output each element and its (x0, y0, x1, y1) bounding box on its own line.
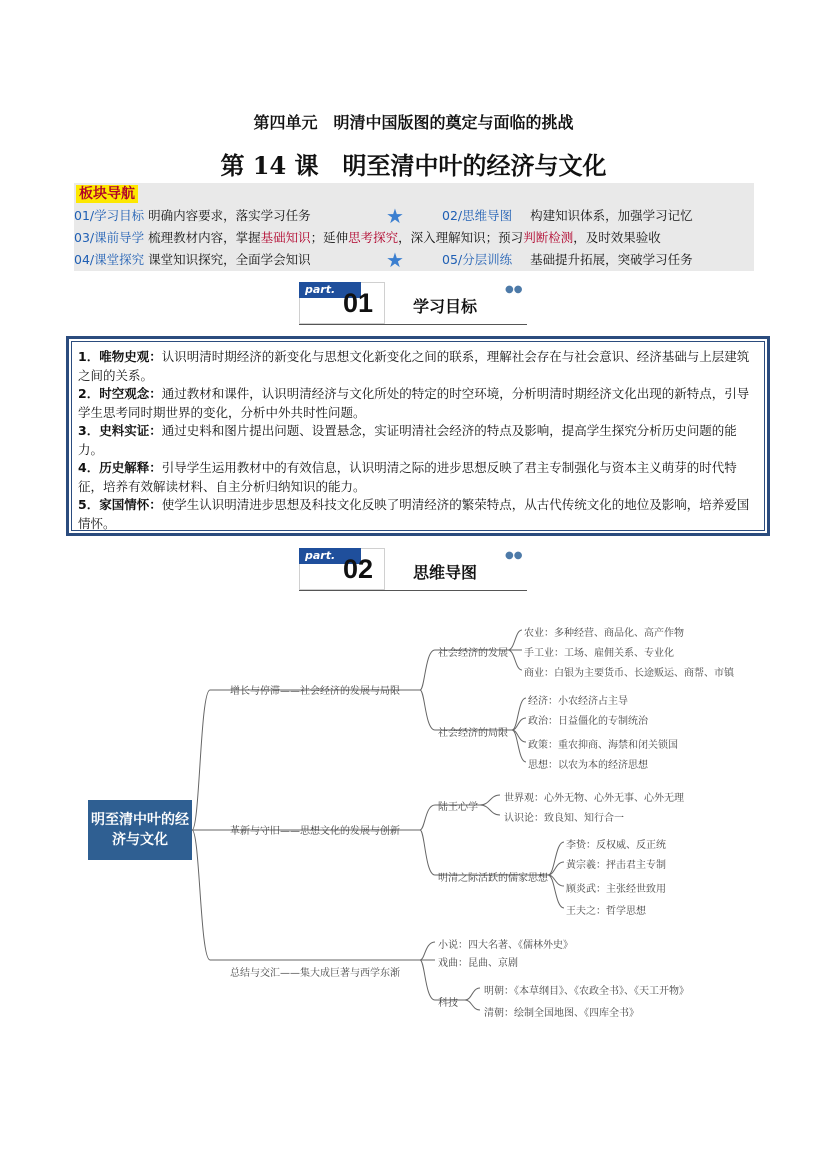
part-number: 02 (343, 554, 374, 584)
goal-heading: 2．时空观念： (78, 386, 162, 401)
nav-row-3b (442, 251, 693, 269)
node: 商业：白银为主要货币、长途贩运、商帮、市镇 (524, 668, 734, 679)
goal-heading: 1．唯物史观： (78, 349, 162, 364)
goal-text: 引导学生运用教材中的有效信息，认识明清之际的进步思想反映了君主专制强化与资本主义萌芽的时代特征，培养有效解读材料、自主分析归纳知识的能力。 (78, 460, 737, 494)
lesson-title: 第 14 课 明至清中叶的经济与文化 (220, 151, 607, 180)
goal-heading: 4．历史解释： (78, 460, 162, 475)
divider (299, 324, 527, 325)
learning-goal-item (78, 385, 758, 422)
nav-highlight: 基础知识 (260, 230, 311, 245)
part-tag: part. (299, 548, 361, 564)
node: 陆王心学 (438, 802, 478, 813)
node: 手工业：工场、雇佣关系、专业化 (524, 648, 674, 659)
node: 认识论：致良知、知行合一 (504, 813, 624, 824)
dots-icon: ●● (505, 550, 523, 561)
nav-title: 板块导航 (76, 185, 138, 203)
nav-desc: 构建知识体系，加强学习记忆 (530, 208, 693, 223)
nav-row-3 (74, 251, 311, 269)
nav-row-2 (74, 229, 661, 247)
nav-desc: ，及时效果验收 (573, 230, 661, 245)
part-02-header (299, 548, 527, 592)
goal-heading: 3．史料实证： (78, 423, 162, 438)
nav-row-1 (74, 207, 311, 225)
nav-desc: 课堂知识探究，全面学会知识 (148, 252, 311, 267)
node: 思想：以农为本的经济思想 (528, 760, 648, 771)
part-label: 学习目标 (413, 297, 478, 316)
nav-link-preview[interactable]: 03/课前导学 (74, 230, 145, 245)
goal-text: 认识明清时期经济的新变化与思想文化新变化之间的联系，理解社会存在与社会意识、经济基础与上层建筑之间的关系。 (78, 349, 750, 383)
node: 黄宗羲：抨击君主专制 (566, 860, 666, 871)
nav-highlight: 思考探究 (348, 230, 399, 245)
node: 经济：小农经济占主导 (528, 696, 628, 707)
mind-map-root: 明至清中叶的经济与文化 (88, 800, 192, 860)
learning-goal-item (78, 422, 758, 459)
node: 政策：重农抑商、海禁和闭关锁国 (528, 740, 678, 751)
learning-goal-item (78, 459, 758, 496)
part-label: 思维导图 (413, 563, 478, 582)
nav-link-learning-goals[interactable]: 01/学习目标 (74, 208, 145, 223)
node: 明朝：《本草纲目》、《农政全书》、《天工开物》 (484, 986, 689, 997)
node: 顾炎武：主张经世致用 (566, 884, 666, 895)
branch-2: 革新与守旧——思想文化的发展与创新 (230, 826, 400, 837)
node: 清朝：绘制全国地图、《四库全书》 (484, 1008, 639, 1019)
goal-text: 通过教材和课件，认识明清经济与文化所处的特定的时空环境，分析明清时期经济文化出现的新特点，引导学生思考同时期世界的变化，分析中外共时性问题。 (78, 386, 750, 420)
nav-link-mind-map[interactable]: 02/思维导图 (442, 208, 513, 223)
learning-goals-list (71, 341, 765, 531)
part-01-header (299, 282, 527, 326)
part-tag: part. (299, 282, 361, 298)
nav-desc: ；延伸 (310, 230, 349, 245)
node: 王夫之：哲学思想 (566, 906, 646, 917)
nav-highlight: 判断检测 (523, 230, 574, 245)
dots-icon: ●● (505, 284, 523, 295)
nav-link-class-explore[interactable]: 04/课堂探究 (74, 252, 145, 267)
goal-text: 通过史料和图片提出问题、设置悬念，实证明清社会经济的特点及影响，提高学生探究分析历史问题的能力。 (78, 423, 737, 457)
node: 社会经济的局限 (438, 728, 508, 739)
node: 世界观：心外无物、心外无事、心外无理 (504, 793, 684, 804)
node: 农业：多种经营、商品化、高产作物 (524, 628, 684, 639)
nav-desc: 梳理教材内容，掌握 (148, 230, 261, 245)
divider (299, 590, 527, 591)
unit-title: 第四单元 明清中国版图的奠定与面临的挑战 (253, 113, 574, 132)
learning-goal-item (78, 496, 758, 533)
node: 政治：日益僵化的专制统治 (528, 716, 648, 727)
node: 明清之际活跃的儒家思想 (438, 873, 548, 884)
goal-text: 使学生认识明清进步思想及科技文化反映了明清经济的繁荣特点，从古代传统文化的地位及影响，培养爱国情怀。 (78, 497, 750, 531)
nav-desc: 明确内容要求，落实学习任务 (148, 208, 311, 223)
section-navigation (74, 183, 754, 271)
nav-row-1b (442, 207, 693, 225)
node: 戏曲：昆曲、京剧 (438, 958, 518, 969)
nav-link-training[interactable]: 05/分层训练 (442, 252, 513, 267)
branch-3: 总结与交汇——集大成巨著与西学东渐 (230, 968, 400, 979)
node: 社会经济的发展 (438, 648, 508, 659)
goal-heading: 5．家国情怀： (78, 497, 162, 512)
node: 科技 (438, 998, 458, 1009)
part-number: 01 (343, 288, 374, 318)
learning-goal-item (78, 348, 758, 385)
star-icon: ★ (386, 248, 404, 272)
node: 小说：四大名著、《儒林外史》 (438, 940, 573, 951)
nav-desc: 基础提升拓展，突破学习任务 (530, 252, 693, 267)
nav-desc: ，深入理解知识；预习 (398, 230, 524, 245)
mind-map (80, 610, 760, 1030)
star-icon: ★ (386, 204, 404, 228)
node: 李贽：反权威、反正统 (566, 840, 666, 851)
branch-1: 增长与停滞——社会经济的发展与局限 (230, 686, 400, 697)
learning-goals-box (66, 336, 770, 536)
